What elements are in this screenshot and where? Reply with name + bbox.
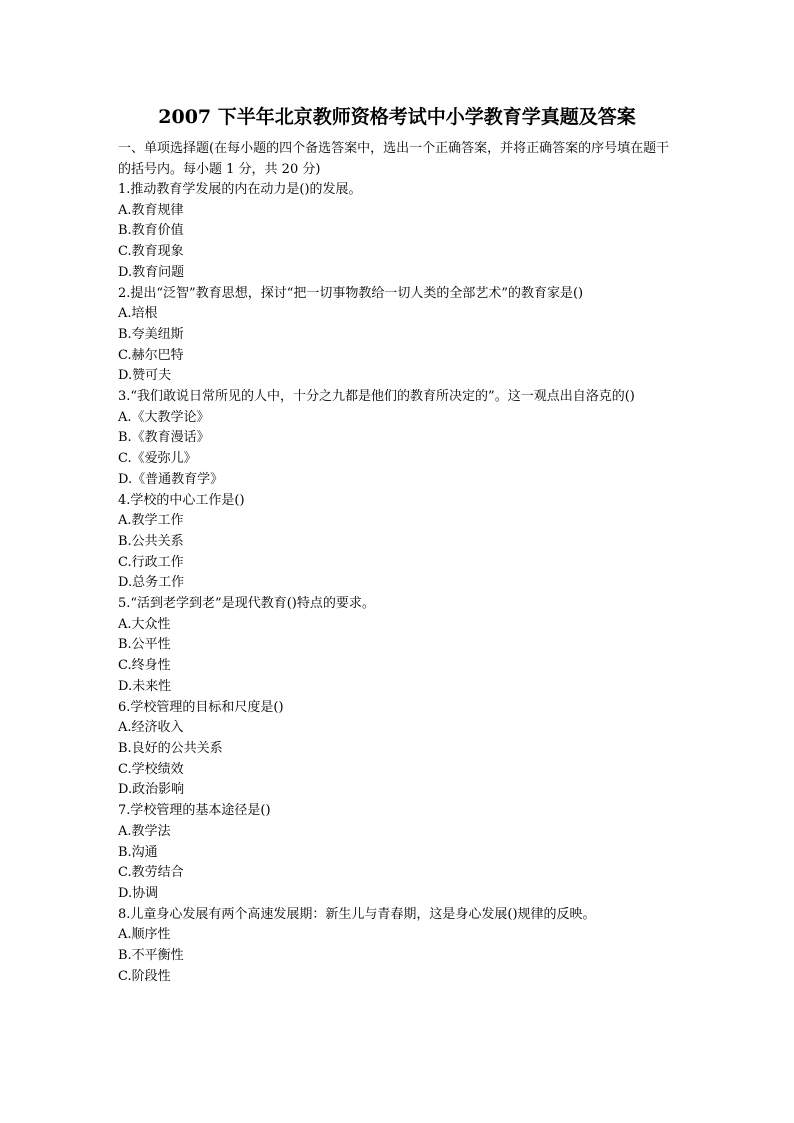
option-c: C.阶段性 <box>118 968 171 984</box>
option-a: A.大众性 <box>118 616 171 632</box>
question-1 <box>118 180 676 284</box>
question-stem: 2.提出“泛智”教育思想，探讨“把一切事物教给一切人类的全部艺术”的教育家是() <box>118 285 584 301</box>
option-c: C.教育现象 <box>118 244 184 260</box>
option-a: A.《大教学论》 <box>118 409 210 425</box>
option-a: A.顺序性 <box>118 927 171 943</box>
question-7 <box>118 801 676 905</box>
option-d: D.政治影响 <box>118 782 185 798</box>
document-title: 2007 下半年北京教师资格考试中小学教育学真题及答案 <box>158 106 636 128</box>
option-d: D.总务工作 <box>118 575 185 591</box>
option-c: C.学校绩效 <box>118 761 184 777</box>
option-d: D.《普通教育学》 <box>118 471 224 487</box>
question-stem: 3.“我们敢说日常所见的人中，十分之九都是他们的教育所决定的”。这一观点出自洛克的() <box>118 389 635 405</box>
option-d: D.协调 <box>118 885 159 901</box>
question-3 <box>118 387 676 491</box>
question-2 <box>118 284 676 388</box>
option-c: C.终身性 <box>118 658 171 674</box>
option-c: C.教劳结合 <box>118 865 184 881</box>
option-c: C.赫尔巴特 <box>118 347 184 363</box>
question-stem: 7.学校管理的基本途径是() <box>118 803 271 819</box>
option-b: B.教育价值 <box>118 223 184 239</box>
option-b: B.良好的公共关系 <box>118 740 223 756</box>
option-b: B.沟通 <box>118 844 158 860</box>
section-heading: 一、单项选择题(在每小题的四个备选答案中，选出一个正确答案，并将正确答案的序号填在题干的括号内。每小题 1 分，共 20 分) <box>118 141 670 177</box>
option-b: B.不平衡性 <box>118 948 184 964</box>
option-a: A.教育规律 <box>118 202 184 218</box>
option-b: B.公共关系 <box>118 533 184 549</box>
question-stem: 4.学校的中心工作是() <box>118 492 245 508</box>
question-stem: 5.“活到老学到老”是现代教育()特点的要求。 <box>118 596 375 612</box>
option-a: A.教学法 <box>118 823 171 839</box>
option-d: D.教育问题 <box>118 264 185 280</box>
question-stem: 8.儿童身心发展有两个高速发展期：新生儿与青春期，这是身心发展()规律的反映。 <box>118 906 596 922</box>
option-b: B.《教育漫话》 <box>118 430 210 446</box>
question-stem: 6.学校管理的目标和尺度是() <box>118 699 284 715</box>
option-a: A.经济收入 <box>118 720 184 736</box>
option-b: B.夸美纽斯 <box>118 326 184 342</box>
option-a: A.培根 <box>118 306 158 322</box>
option-d: D.未来性 <box>118 678 172 694</box>
option-a: A.教学工作 <box>118 513 184 529</box>
option-c: C.行政工作 <box>118 554 184 570</box>
option-d: D.赞可夫 <box>118 368 172 384</box>
question-stem: 1.推动教育学发展的内在动力是()的发展。 <box>118 182 362 197</box>
question-5 <box>118 594 676 698</box>
question-8 <box>118 905 676 988</box>
option-b: B.公平性 <box>118 637 171 653</box>
question-4 <box>118 491 676 595</box>
question-6 <box>118 698 676 802</box>
option-c: C.《爱弥儿》 <box>118 451 197 467</box>
